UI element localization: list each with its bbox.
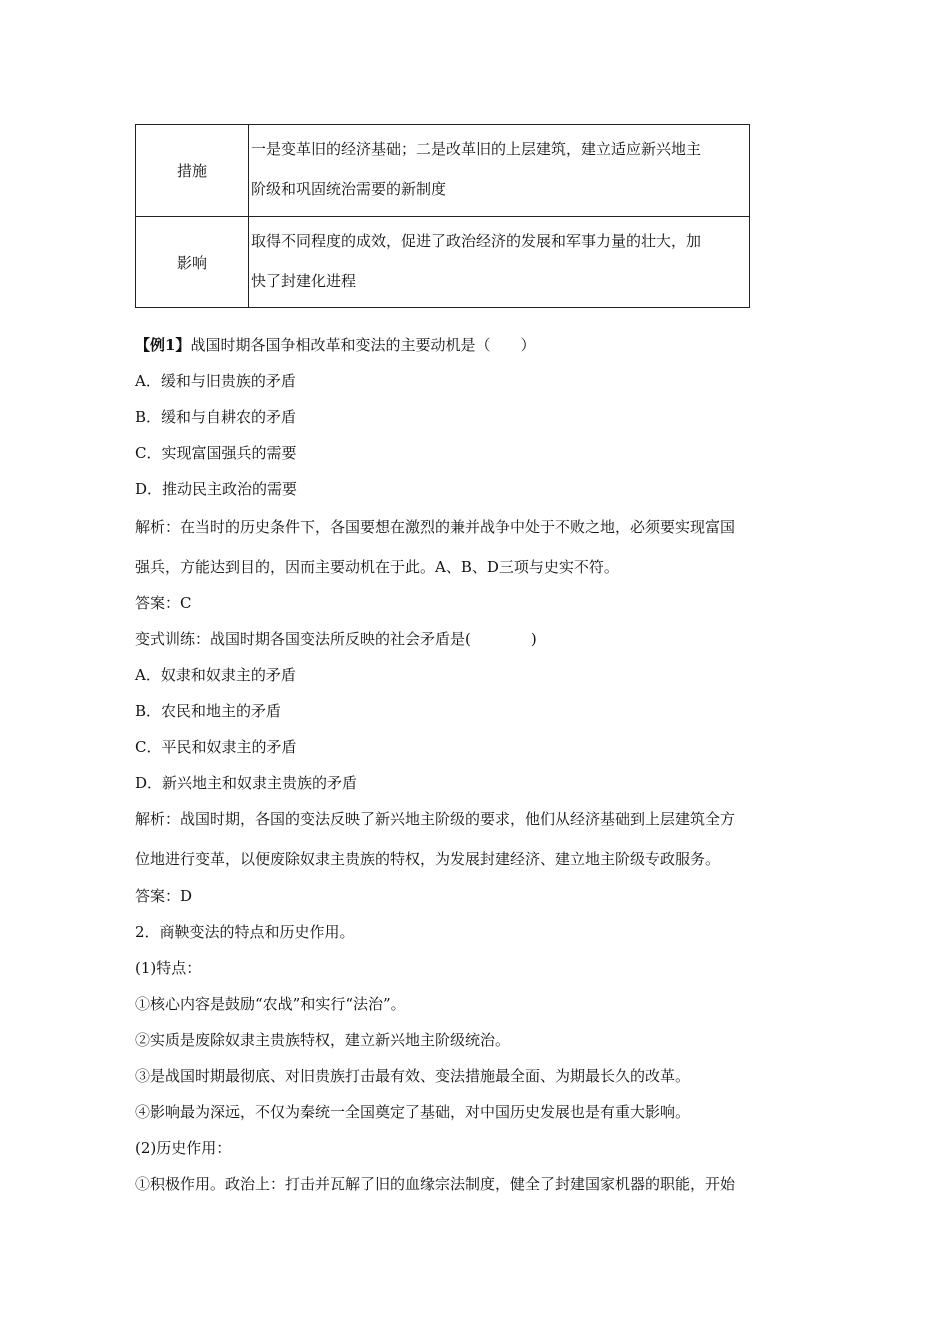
point-item: ③是战国时期最彻底、对旧贵族打击最有效、变法措施最全面、为期最长久的改革。 [135, 1067, 691, 1085]
point-item: ④影响最为深远，不仅为秦统一全国奠定了基础，对中国历史发展也是有重大影响。 [135, 1103, 691, 1121]
table-row [136, 217, 750, 308]
section-title: 2．商鞅变法的特点和历史作用。 [135, 923, 355, 941]
example-tag: 【例1】 [135, 336, 191, 354]
option-item: D．新兴地主和奴隶主贵族的矛盾 [135, 774, 358, 792]
option-item: B．缓和与自耕农的矛盾 [135, 408, 297, 426]
row-line: 一是变革旧的经济基础；二是改革旧的上层建筑，建立适应新兴地主 [251, 140, 702, 158]
analysis-line: 位地进行变革，以便废除奴隶主贵族的特权，为发展封建经济、建立地主阶级专政服务。 [135, 850, 721, 868]
effect-line: ①积极作用。政治上：打击并瓦解了旧的血缘宗法制度，健全了封建国家机器的职能，开始 [135, 1175, 736, 1193]
subsection-title: (1)特点： [135, 959, 202, 977]
point-item: ①核心内容是鼓励“农战”和实行“法治”。 [135, 995, 406, 1013]
analysis-line: 解析：战国时期，各国的变法反映了新兴地主阶级的要求，他们从经济基础到上层建筑全方 [135, 810, 736, 828]
row-content [249, 217, 750, 308]
row-header: 措施 [136, 125, 249, 217]
option-item: C．平民和奴隶主的矛盾 [135, 738, 297, 756]
table-row [136, 125, 750, 217]
example-question [135, 334, 535, 355]
answer-line: 答案：D [135, 887, 193, 905]
row-content [249, 125, 750, 217]
analysis-line: 强兵，方能达到目的，因而主要动机在于此。A、B、D三项与史实不符。 [135, 558, 619, 576]
option-item: C．实现富国强兵的需要 [135, 444, 297, 462]
example-question-text: 战国时期各国争相改革和变法的主要动机是（ ） [190, 336, 536, 354]
option-item: A．奴隶和奴隶主的矛盾 [135, 666, 296, 684]
option-item: A．缓和与旧贵族的矛盾 [135, 372, 296, 390]
row-line: 快了封建化进程 [251, 272, 357, 290]
row-line: 取得不同程度的成效，促进了政治经济的发展和军事力量的壮大，加 [251, 232, 702, 250]
option-item: B．农民和地主的矛盾 [135, 702, 282, 720]
row-line: 阶级和巩固统治需要的新制度 [251, 180, 447, 198]
answer-line: 答案：C [135, 594, 192, 612]
reform-table [135, 124, 750, 308]
row-header: 影响 [136, 217, 249, 308]
point-item: ②实质是废除奴隶主贵族特权，建立新兴地主阶级统治。 [135, 1031, 511, 1049]
variant-question: 变式训练：战国时期各国变法所反映的社会矛盾是( ) [135, 630, 537, 648]
subsection-title: (2)历史作用： [135, 1139, 232, 1157]
option-item: D．推动民主政治的需要 [135, 480, 298, 498]
analysis-line: 解析：在当时的历史条件下，各国要想在激烈的兼并战争中处于不败之地，必须要实现富国 [135, 518, 736, 536]
